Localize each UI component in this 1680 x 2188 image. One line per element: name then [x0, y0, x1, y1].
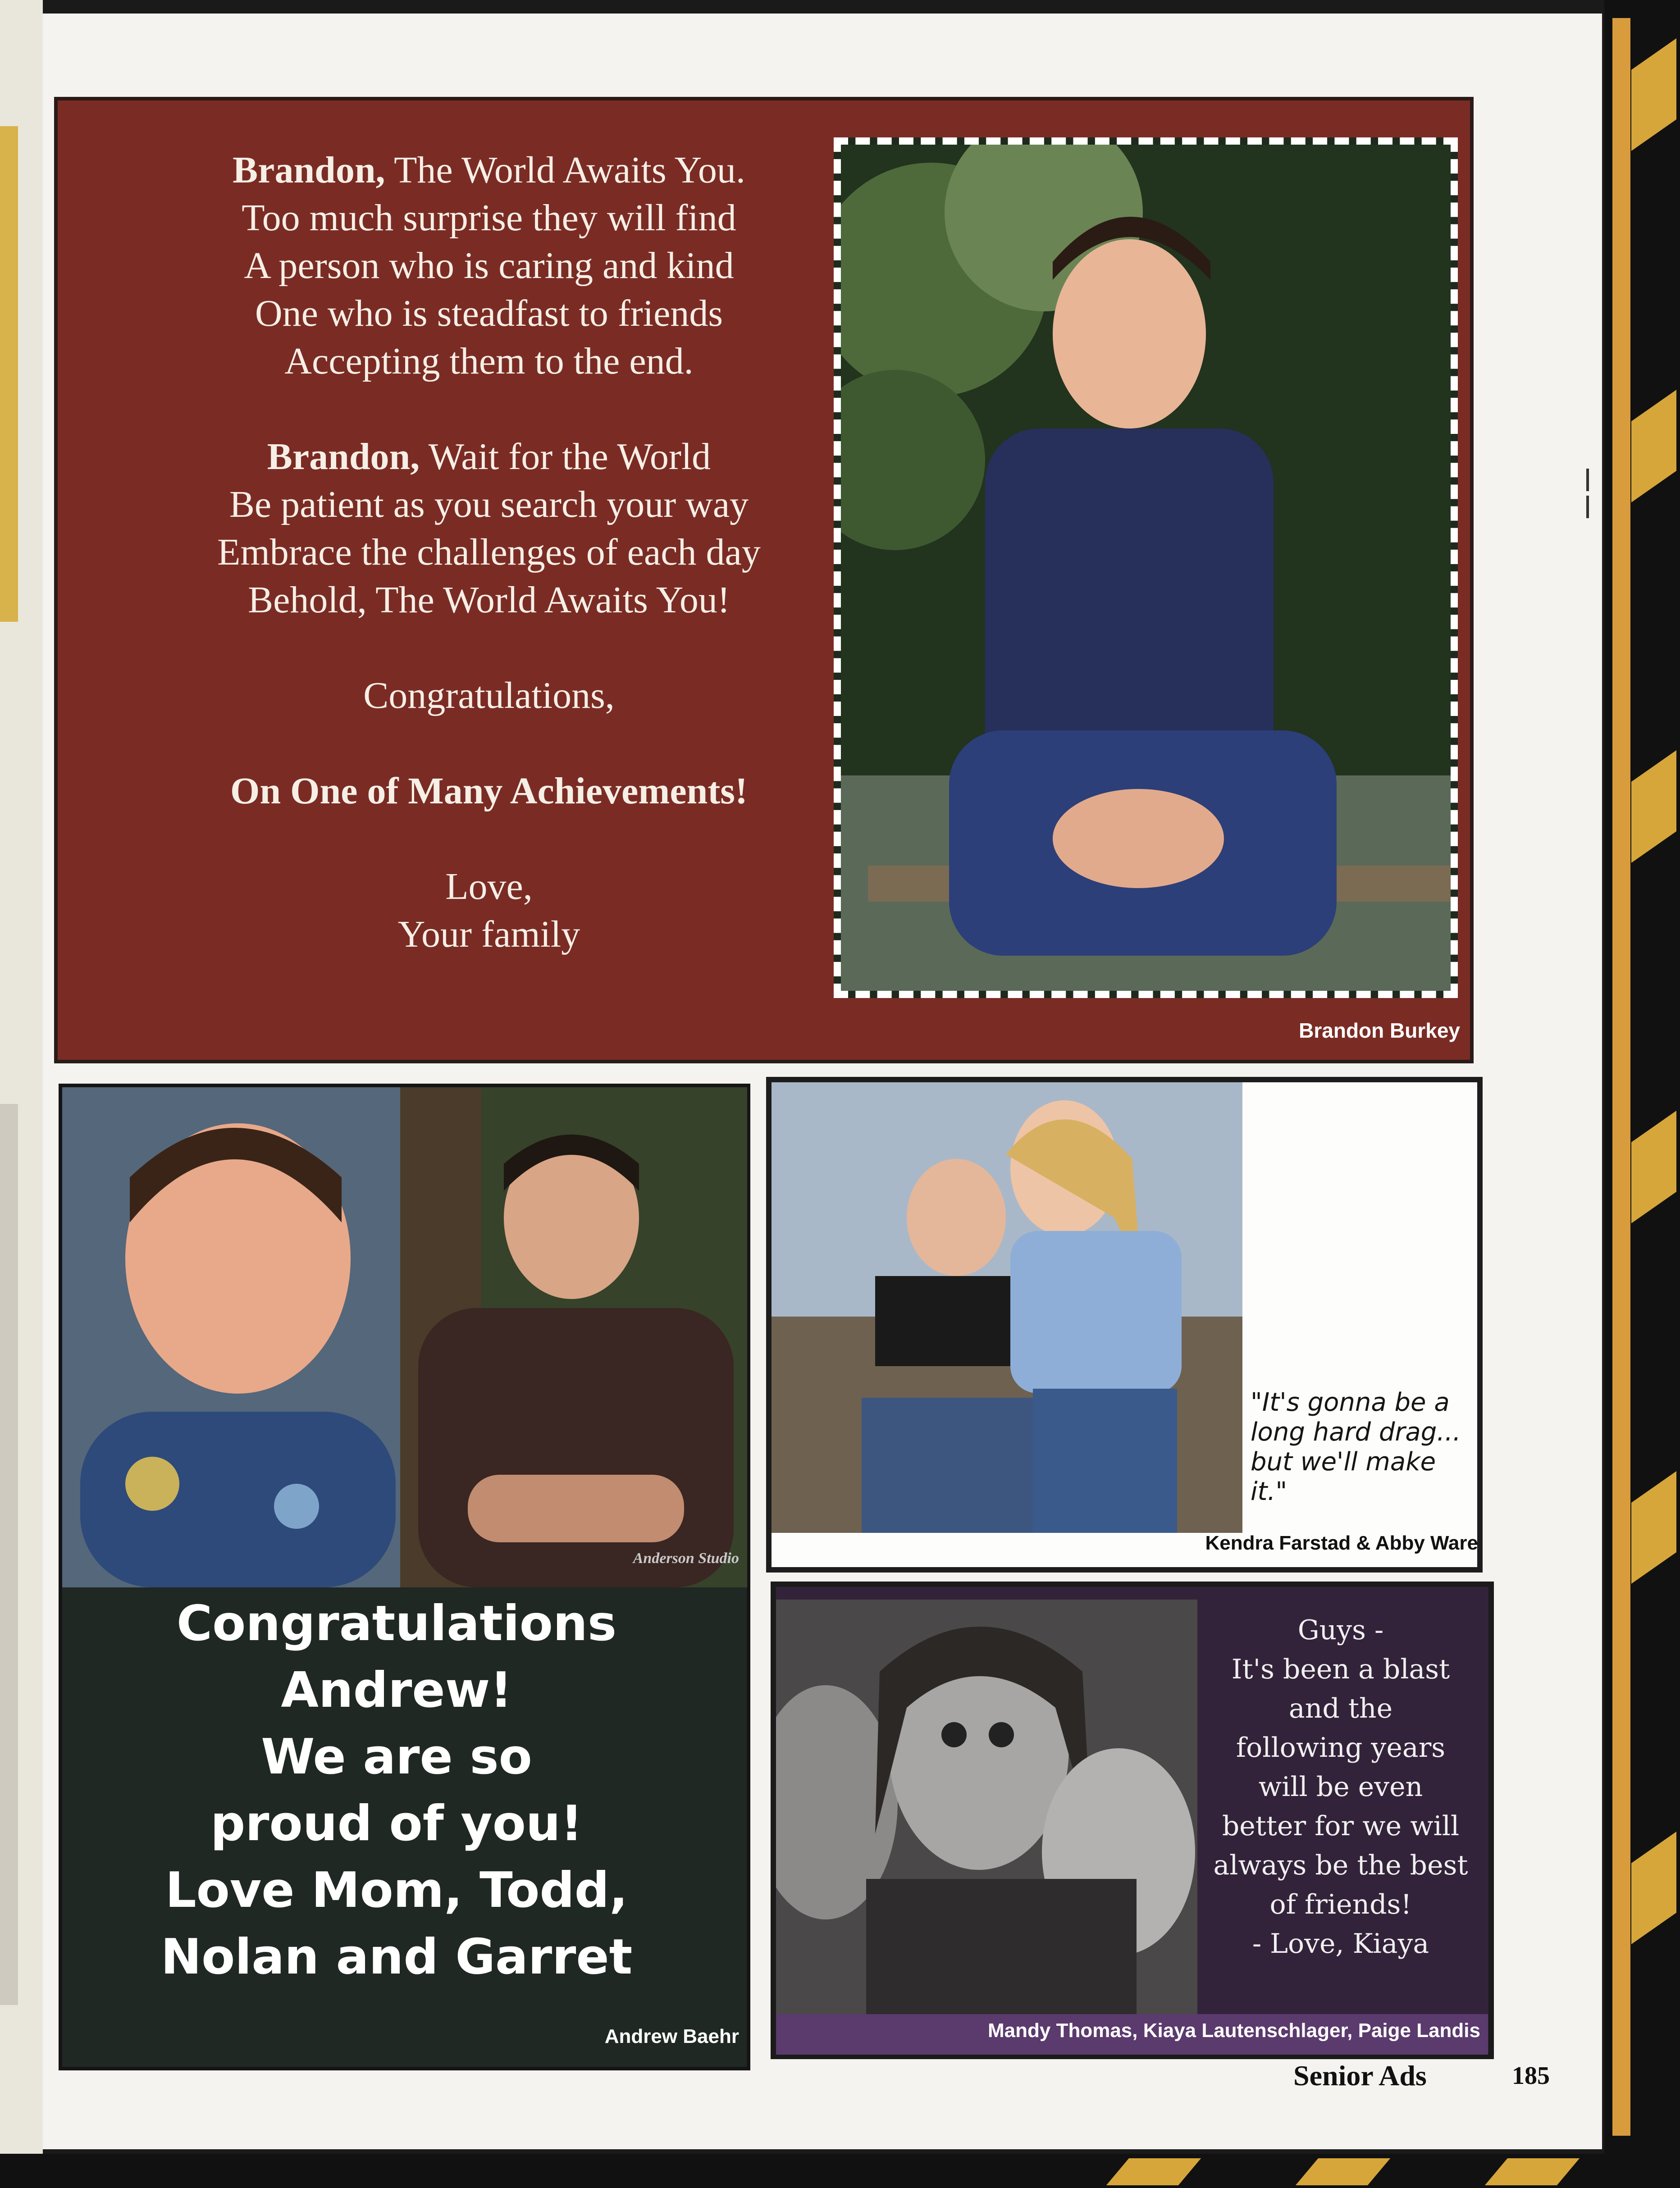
poem-line: On One of Many Achievements! — [230, 770, 748, 812]
photo-icon — [62, 1087, 400, 1587]
poem-line: Behold, The World Awaits You! — [248, 579, 730, 621]
margin-tick — [1586, 469, 1589, 491]
message-line: and the — [1288, 1693, 1393, 1724]
poem-line: Brandon, The World Awaits You. — [233, 149, 745, 191]
brandon-portrait-photo — [834, 137, 1458, 998]
message-line: better for we will — [1222, 1810, 1460, 1842]
message-line: Nolan and Garret — [160, 1929, 633, 1985]
message-line: of friends! — [1269, 1889, 1412, 1920]
studio-credit: Anderson Studio — [633, 1550, 739, 1567]
right-edge-chevron — [1631, 38, 1676, 151]
poem-line: Love, — [445, 866, 533, 907]
poem-line: Accepting them to the end. — [284, 340, 694, 382]
bottom-binding-edge — [0, 2154, 1680, 2188]
message-line: We are so — [261, 1729, 532, 1785]
andrew-caption: Andrew Baehr — [604, 2025, 739, 2047]
quote-line: long hard drag... — [1251, 1418, 1461, 1447]
poem-line: One who is steadfast to friends — [255, 292, 723, 334]
photo-icon — [772, 1082, 1242, 1533]
right-edge-chevron — [1631, 390, 1676, 502]
poem-line: A person who is caring and kind — [244, 245, 734, 287]
kendra-abby-photo — [772, 1082, 1242, 1533]
bottom-edge-chevron — [1296, 2158, 1390, 2185]
poem-line: Your family — [397, 913, 580, 955]
kiaya-message — [1194, 1611, 1487, 1964]
poem-line: Be patient as you search your way — [229, 483, 749, 525]
right-edge-chevron — [1631, 1471, 1676, 1584]
message-line: following years — [1236, 1732, 1446, 1764]
brandon-caption: Brandon Burkey — [1299, 1019, 1460, 1042]
right-binding-edge — [1604, 0, 1680, 2188]
poem-line: Brandon, Wait for the World — [267, 436, 711, 478]
andrew-message — [72, 1591, 721, 1991]
photo-icon — [776, 1600, 1197, 2019]
message-line: Guys - — [1297, 1614, 1384, 1646]
right-edge-orange-strip — [1612, 18, 1630, 2136]
page-number: 185 — [1512, 2062, 1550, 2090]
photo-icon — [841, 145, 1451, 991]
quote-line: "It's gonna be a — [1251, 1388, 1450, 1417]
right-edge-chevron — [1631, 1832, 1676, 1944]
message-line: Love Mom, Todd, — [165, 1862, 628, 1919]
kendra-caption: Kendra Farstad & Abby Ware — [1205, 1532, 1478, 1554]
three-friends-photo — [776, 1600, 1197, 2019]
message-line: It's been a blast — [1231, 1654, 1450, 1685]
message-line: - Love, Kiaya — [1252, 1928, 1429, 1960]
section-title: Senior Ads — [1293, 2060, 1427, 2092]
kiaya-caption: Mandy Thomas, Kiaya Lautenschlager, Paige Landis — [988, 2019, 1480, 2042]
message-line: proud of you! — [210, 1796, 583, 1852]
photo-icon — [400, 1087, 747, 1587]
poem-line: Congratulations, — [363, 675, 615, 716]
bottom-edge-chevron — [1485, 2158, 1580, 2185]
left-edge-strip — [0, 1104, 18, 2005]
brandon-poem — [117, 146, 861, 958]
poem-line: Too much surprise they will find — [242, 197, 736, 239]
kendra-quote — [1251, 1388, 1476, 1507]
left-edge-gold-strip — [0, 126, 18, 622]
message-line: Congratulations — [176, 1595, 617, 1652]
poem-line: Embrace the challenges of each day — [217, 531, 761, 573]
andrew-senior-photo — [400, 1087, 747, 1587]
right-edge-chevron — [1631, 1111, 1676, 1223]
message-line: Andrew! — [281, 1662, 512, 1718]
message-line: will be even — [1258, 1771, 1423, 1803]
quote-line: but we'll make it." — [1251, 1447, 1436, 1506]
bottom-edge-chevron — [1106, 2158, 1201, 2185]
margin-tick — [1586, 496, 1589, 518]
left-page-edge — [0, 0, 43, 2188]
right-edge-chevron — [1631, 750, 1676, 863]
message-line: always be the best — [1213, 1850, 1468, 1881]
andrew-child-photo — [62, 1087, 400, 1587]
